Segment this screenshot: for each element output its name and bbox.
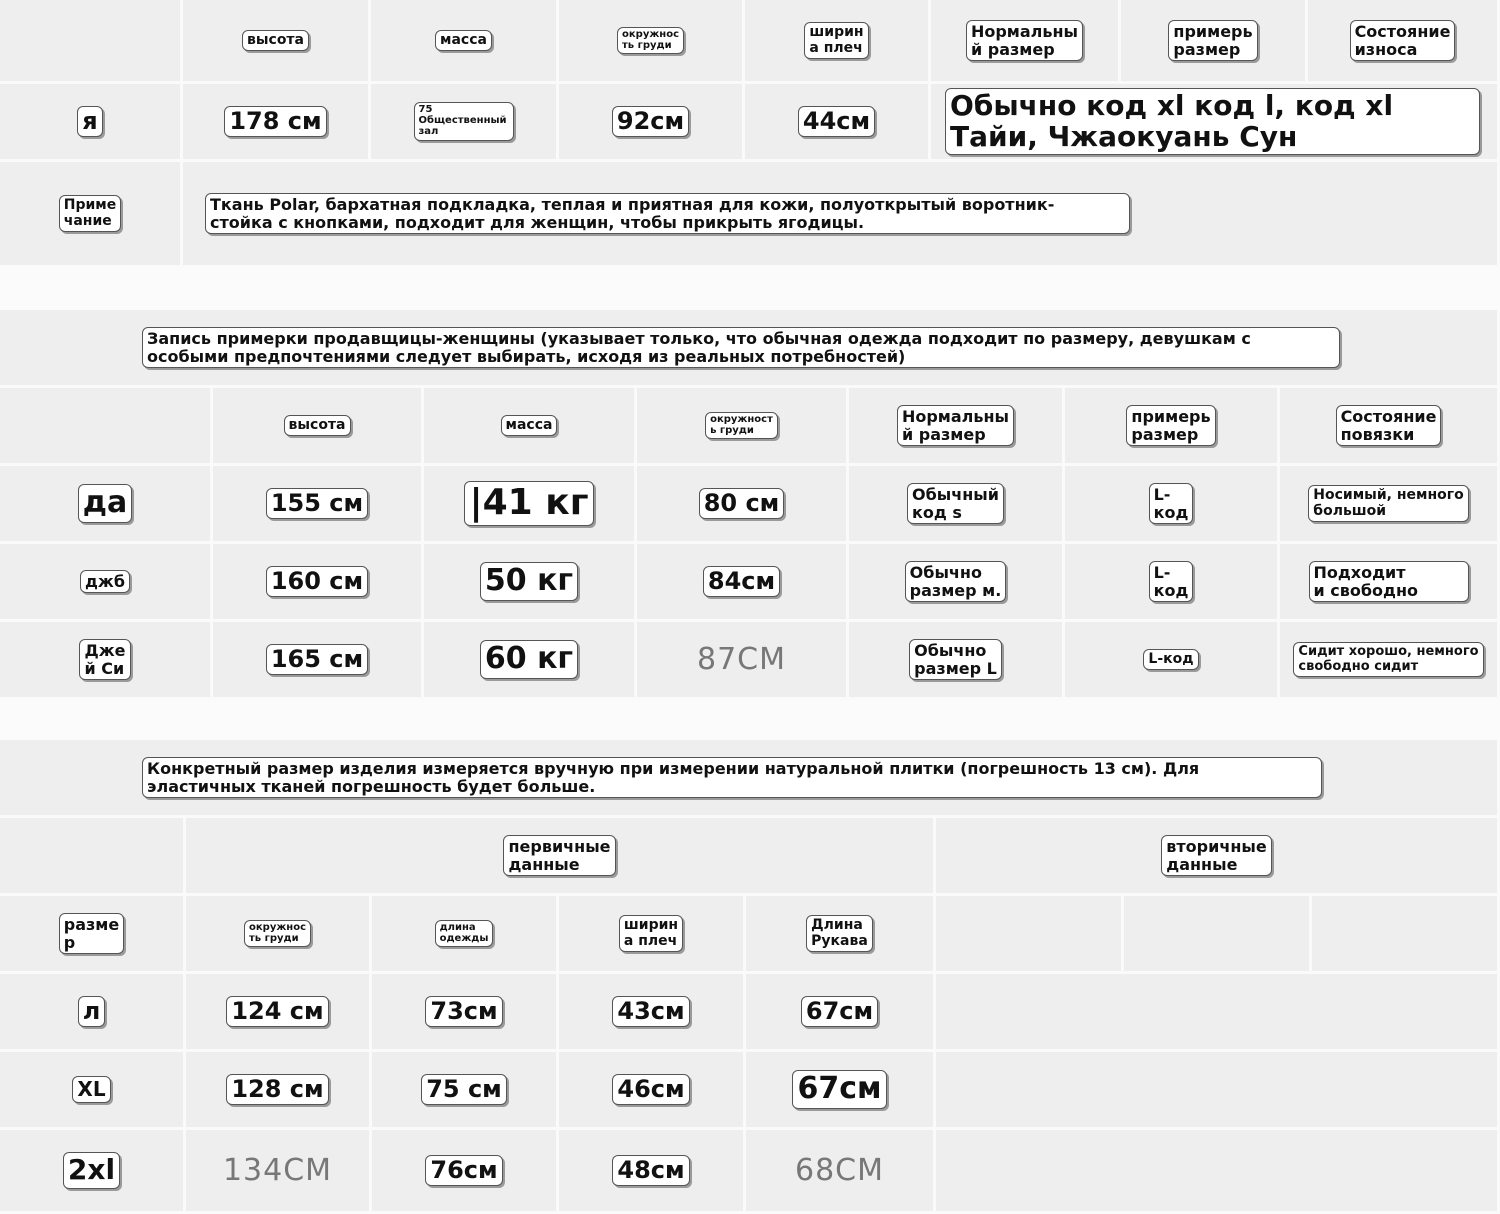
- s2-chest-value: 80 см: [699, 488, 785, 520]
- s3-group-row: [0, 818, 1500, 896]
- s2-head-cell: [1065, 388, 1280, 466]
- s2-head-cell: [424, 388, 637, 466]
- s2-cell: [1065, 622, 1280, 700]
- s3-empty-cell: [936, 1052, 1500, 1130]
- s2-cell: [849, 544, 1065, 622]
- s3-cell: [186, 1052, 372, 1130]
- s1-head-cell: [1308, 0, 1500, 84]
- section-gap: [0, 700, 1500, 740]
- s2-weight-value: 60 кг: [480, 640, 578, 678]
- s1-row-label-cell: [0, 84, 183, 162]
- s2-cell: [213, 466, 424, 544]
- s3-header-sleeve: Длина Рукава: [806, 915, 873, 951]
- s2-cell: [424, 622, 637, 700]
- s1-header-shoulder: ширин а плеч: [804, 22, 868, 58]
- s1-weight-value: 75 Общественный зал: [414, 102, 514, 140]
- s3-header-shoulder: ширин а плеч: [619, 915, 683, 951]
- s3-secondary-label: вторичные данные: [1161, 835, 1271, 876]
- s2-corner-cell: [0, 388, 213, 466]
- s2-data-row: [0, 466, 1500, 544]
- s3-size-value: 2xl: [63, 1152, 120, 1188]
- s3-sleeve-value: 67см: [801, 996, 878, 1028]
- s2-cell: [424, 544, 637, 622]
- s2-weight-value: |41 кг: [464, 481, 593, 526]
- s2-cell: [1280, 544, 1500, 622]
- s2-normal-size-value: Обычно размер м.: [905, 561, 1007, 602]
- s3-cell: [186, 1130, 372, 1214]
- s3-cell: [746, 1130, 936, 1214]
- s1-summary-cell: [931, 84, 1500, 162]
- s3-size-value: л: [78, 996, 106, 1028]
- s3-primary-label: первичные данные: [503, 835, 615, 876]
- s1-head-cell: [931, 0, 1121, 84]
- s2-title-cell: [0, 310, 1500, 388]
- s1-note-text: Ткань Polar, бархатная подкладка, теплая и приятная для кожи, полуоткрытый воротник- стойка с кнопками, подходит для женщин, чтобы прикрыть ягодицы.: [205, 193, 1130, 234]
- s3-size-cell: [0, 1130, 186, 1214]
- section-gap: [0, 268, 1500, 310]
- s1-header-normal-size: Нормальны й размер: [966, 20, 1083, 61]
- s2-cell: [849, 466, 1065, 544]
- s3-length-value: 73см: [425, 996, 502, 1028]
- s1-head-cell: [745, 0, 931, 84]
- s1-head-cell: [371, 0, 559, 84]
- s3-shoulder-value: 46см: [612, 1074, 689, 1106]
- s2-height-value: 165 см: [266, 644, 368, 676]
- s2-cell: [637, 622, 849, 700]
- s1-cell: [183, 84, 371, 162]
- s3-size-value: XL: [72, 1076, 110, 1104]
- s3-cell: [372, 1052, 559, 1130]
- s3-cell: [559, 1052, 746, 1130]
- s2-tried-size-value: L- код: [1149, 561, 1194, 602]
- s3-empty-cell: [936, 974, 1500, 1052]
- s2-data-row: [0, 622, 1500, 700]
- s1-data-row: [0, 84, 1500, 162]
- s2-cell: [213, 622, 424, 700]
- s2-state-value: Сидит хорошо, немного свободно сидит: [1293, 642, 1483, 676]
- s3-chest-value: 128 см: [226, 1074, 328, 1106]
- s2-header-normal-size: Нормальны й размер: [897, 405, 1014, 446]
- s2-cell: [637, 466, 849, 544]
- s2-head-cell: [213, 388, 424, 466]
- s3-cell: [746, 974, 936, 1052]
- s1-chest-value: 92см: [612, 106, 689, 138]
- s2-name-cell: [0, 622, 213, 700]
- s3-data-row: [0, 1052, 1500, 1130]
- s2-normal-size-value: Обычный код s: [907, 483, 1004, 524]
- s1-row-label: я: [77, 106, 102, 138]
- s3-cell: [746, 1052, 936, 1130]
- s1-cell: [745, 84, 931, 162]
- s2-tried-size-value: L- код: [1149, 483, 1194, 524]
- s3-size-cell: [0, 1052, 186, 1130]
- s3-secondary-cell: [936, 818, 1500, 896]
- s2-state-value: Подходит и свободно: [1309, 561, 1469, 602]
- s1-head-cell: [1121, 0, 1308, 84]
- s2-header-row: [0, 388, 1500, 466]
- s2-cell: [1065, 466, 1280, 544]
- s3-sleeve-value: 67см: [792, 1070, 886, 1108]
- s2-header-bandage-state: Состояние повязки: [1336, 405, 1442, 446]
- s3-title: Конкретный размер изделия измеряется вручную при измерении натуральной плитки (погрешность 13 см). Для эластичных тканей погрешность будет больше.: [142, 757, 1322, 798]
- s2-normal-size-value: Обычно размер L: [909, 639, 1002, 680]
- s3-cell: [559, 974, 746, 1052]
- s2-height-value: 160 см: [266, 566, 368, 598]
- s2-chest-value: 87CM: [696, 642, 786, 677]
- s2-name-cell: [0, 466, 213, 544]
- s3-head-cell: [746, 896, 936, 974]
- s2-cell: [849, 622, 1065, 700]
- s1-head-cell: [559, 0, 745, 84]
- s2-row-name: Дже й Си: [79, 639, 130, 680]
- s2-header-height: высота: [284, 415, 351, 436]
- s3-corner-cell: [0, 818, 186, 896]
- s3-size-head-cell: [0, 896, 186, 974]
- s2-head-cell: [849, 388, 1065, 466]
- s1-cell: [559, 84, 745, 162]
- s2-height-value: 155 см: [266, 488, 368, 520]
- s3-size-cell: [0, 974, 186, 1052]
- s1-cell: [371, 84, 559, 162]
- s3-primary-cell: [186, 818, 936, 896]
- s1-header-chest: окружнос ть груди: [617, 27, 684, 55]
- s3-title-cell: [0, 740, 1500, 818]
- s2-header-tried-size: примерь размер: [1126, 405, 1215, 446]
- s3-data-row: [0, 974, 1500, 1052]
- s2-head-cell: [1280, 388, 1500, 466]
- s2-cell: [1065, 544, 1280, 622]
- s2-cell: [424, 466, 637, 544]
- s3-empty-cell: [936, 1130, 1500, 1214]
- s3-head-cell: [186, 896, 372, 974]
- s3-chest-value: 124 см: [226, 996, 328, 1028]
- s1-header-row: [0, 0, 1500, 84]
- s3-empty-cell: [1312, 896, 1500, 974]
- s2-cell: [637, 544, 849, 622]
- s3-cell: [186, 974, 372, 1052]
- s2-state-value: Носимый, немного большой: [1308, 485, 1468, 521]
- s2-name-cell: [0, 544, 213, 622]
- s3-head-cell: [372, 896, 559, 974]
- s3-header-row: [0, 896, 1500, 974]
- s2-title-row: [0, 310, 1500, 388]
- s3-shoulder-value: 43см: [612, 996, 689, 1028]
- s1-summary-text: Обычно код xl код l, код xl Тайи, Чжаокуань Сун: [945, 88, 1480, 154]
- s3-data-row: [0, 1130, 1500, 1214]
- s1-note-row: [0, 162, 1500, 268]
- s2-title: Запись примерки продавщицы-женщины (указывает только, что обычная одежда подходит по размеру, девушкам с особыми предпочтениями следует выбирать, исходя из реальных потребностей): [142, 327, 1340, 368]
- s1-header-tried-size: примерь размер: [1168, 20, 1257, 61]
- s2-cell: [1280, 466, 1500, 544]
- s2-head-cell: [637, 388, 849, 466]
- s2-cell: [213, 544, 424, 622]
- s3-title-row: [0, 740, 1500, 818]
- s1-note-cell: [183, 162, 1500, 268]
- s1-header-height: высота: [242, 30, 309, 51]
- s2-chest-value: 84см: [703, 566, 780, 598]
- s1-note-label: Приме чание: [59, 195, 122, 231]
- s1-head-cell: [183, 0, 371, 84]
- s3-empty-cell: [1124, 896, 1312, 974]
- s2-row-name: да: [78, 484, 132, 522]
- s3-cell: [559, 1130, 746, 1214]
- s2-header-weight: масса: [501, 415, 558, 436]
- s1-header-wear-state: Состояние износа: [1350, 20, 1456, 61]
- s1-corner-cell: [0, 0, 183, 84]
- s3-length-value: 76см: [425, 1155, 502, 1187]
- s2-data-row: [0, 544, 1500, 622]
- s2-row-name: джб: [80, 570, 130, 593]
- s1-height-value: 178 см: [224, 106, 326, 138]
- s1-shoulder-value: 44см: [798, 106, 875, 138]
- s2-cell: [1280, 622, 1500, 700]
- s3-chest-value: 134CM: [222, 1153, 333, 1188]
- s3-cell: [372, 1130, 559, 1214]
- s3-sleeve-value: 68CM: [794, 1153, 884, 1188]
- s2-weight-value: 50 кг: [480, 562, 578, 600]
- s3-length-value: 75 см: [421, 1074, 507, 1106]
- s3-header-length: длина одежды: [435, 920, 494, 948]
- s3-header-chest: окружнос ть груди: [244, 920, 311, 948]
- s3-cell: [372, 974, 559, 1052]
- s1-note-label-cell: [0, 162, 183, 268]
- s3-empty-cell: [936, 896, 1124, 974]
- s3-size-label: разме р: [59, 913, 124, 954]
- s3-head-cell: [559, 896, 746, 974]
- s1-header-weight: масса: [435, 30, 492, 51]
- s3-shoulder-value: 48см: [612, 1155, 689, 1187]
- s2-tried-size-value: L-код: [1143, 649, 1198, 670]
- s2-header-chest: окружност ь груди: [705, 412, 778, 440]
